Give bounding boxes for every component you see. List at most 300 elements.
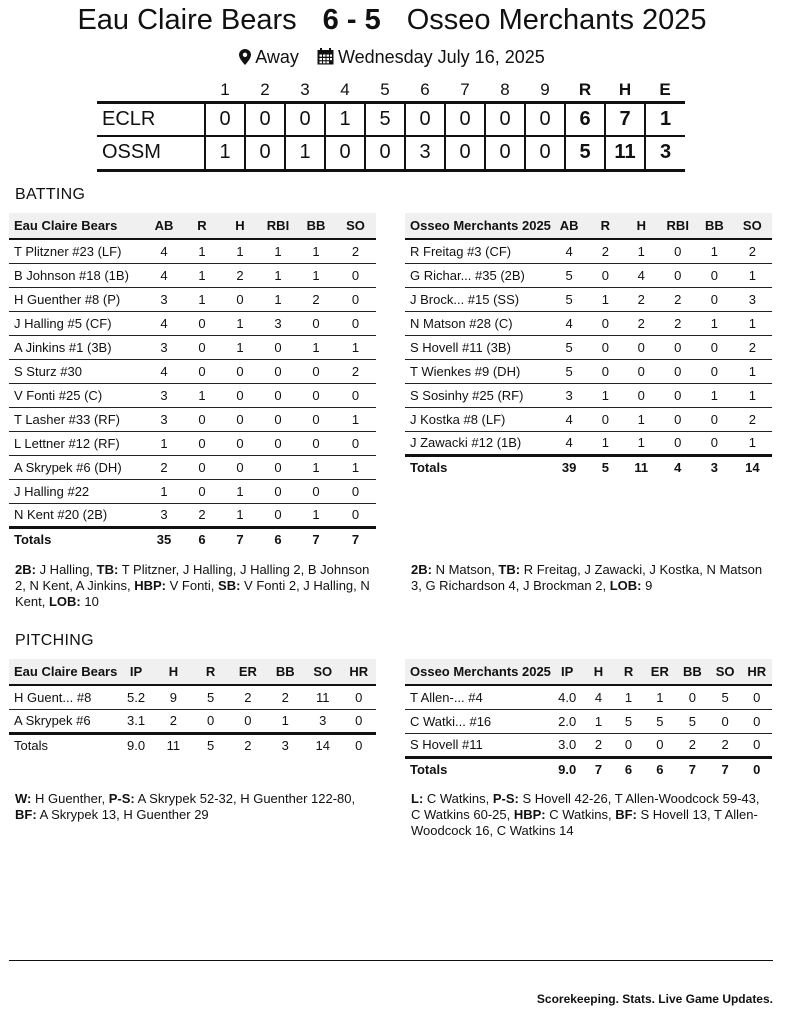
stat-cell: 5 (551, 335, 588, 359)
stat-cell: 3 (304, 709, 341, 733)
team-column-header: Eau Claire Bears (9, 213, 145, 239)
stat-cell: 2 (733, 239, 772, 263)
stat-cell: 3.1 (117, 709, 154, 733)
total-cell: 3 (696, 455, 733, 479)
stat-cell: 2 (676, 733, 709, 757)
inning-score: 0 (445, 136, 485, 170)
player-name: N Matson #28 (C) (405, 311, 551, 335)
stat-cell: 0 (587, 407, 623, 431)
totals-row (9, 527, 376, 551)
total-cell: 4 (659, 455, 696, 479)
stat-cell: 3 (733, 287, 772, 311)
table-row (405, 263, 772, 287)
stat-cell: 1 (297, 455, 335, 479)
stat-cell: 0 (297, 479, 335, 503)
note-label: SB: (218, 578, 241, 593)
table-row (405, 407, 772, 431)
totals-row (9, 733, 376, 757)
stat-cell: 0 (341, 709, 376, 733)
stat-cell: 1 (733, 263, 772, 287)
batting-table-away (9, 213, 376, 551)
stat-cell: 4 (623, 263, 659, 287)
note-label: P-S: (108, 791, 135, 806)
stat-cell: 3 (145, 407, 183, 431)
note-label: LOB: (609, 578, 642, 593)
stat-cell: 2 (297, 287, 335, 311)
note-text: H Guenther, (31, 791, 109, 806)
inning-score: 0 (325, 136, 365, 170)
total-cell: 35 (145, 527, 183, 551)
inning-score: 1 (205, 136, 245, 170)
total-cell: 7 (676, 757, 709, 781)
game-info (0, 47, 784, 70)
stat-cell: 1 (623, 239, 659, 263)
stat-cell: 1 (733, 431, 772, 455)
note-text: S Hovell 13, T Allen-Woodcock 16, C Watkins 14 (411, 807, 758, 838)
column-header: HR (741, 659, 772, 685)
runs-header: R (578, 80, 592, 100)
stat-cell: 0 (221, 407, 259, 431)
stat-cell: 4 (583, 685, 613, 709)
batting-notes-home (411, 562, 763, 594)
total-cell: 7 (221, 527, 259, 551)
stat-cell: 0 (335, 431, 376, 455)
note-label: TB: (96, 562, 119, 577)
stat-cell: 0 (183, 311, 221, 335)
note-text: C Watkins, (423, 791, 493, 806)
note-text: A Skrypek 52-32, H Guenther 122-80, (134, 791, 356, 806)
stat-cell: 4 (145, 311, 183, 335)
stat-cell: 5 (613, 709, 643, 733)
player-name: J Zawacki #12 (1B) (405, 431, 551, 455)
stat-cell: 2 (709, 733, 742, 757)
stat-cell: 0 (741, 709, 772, 733)
stat-cell: 0 (192, 709, 229, 733)
inning-header: 2 (260, 80, 270, 100)
pitching-notes-home (411, 791, 771, 839)
table-row (405, 733, 772, 757)
totals-label: Totals (9, 527, 145, 551)
stat-cell: 1 (297, 263, 335, 287)
total-cell: 7 (583, 757, 613, 781)
totals-row (405, 455, 772, 479)
stat-cell: 3 (145, 335, 183, 359)
footer-tagline: Scorekeeping. Stats. Live Game Updates. (536, 992, 773, 1006)
calendar-icon (317, 48, 334, 70)
total-cell: 6 (183, 527, 221, 551)
table-header-row (9, 213, 376, 239)
note-label: W: (15, 791, 32, 806)
stat-cell: 1 (587, 287, 623, 311)
note-label: P-S: (492, 791, 519, 806)
line-score-row (97, 102, 685, 136)
total-cell: 11 (623, 455, 659, 479)
table-row (9, 383, 376, 407)
line-score-header (97, 80, 685, 102)
column-header: H (623, 213, 659, 239)
column-header: AB (551, 213, 588, 239)
stat-cell: 1 (221, 503, 259, 527)
stat-cell: 0 (259, 383, 297, 407)
player-name: S Hovell #11 (3B) (405, 335, 551, 359)
stat-cell: 0 (696, 407, 733, 431)
pitching-section-title: PITCHING (15, 632, 94, 649)
stat-cell: 0 (335, 287, 376, 311)
stat-cell: 0 (183, 479, 221, 503)
column-header: SO (709, 659, 742, 685)
note-text: 9 (641, 578, 653, 593)
note-label: LOB: (48, 594, 81, 609)
stat-cell: 0 (644, 733, 676, 757)
stat-cell: 0 (623, 359, 659, 383)
stat-cell: 0 (696, 263, 733, 287)
batting-table-home (405, 213, 772, 479)
team-column-header: Osseo Merchants 2025 (405, 213, 551, 239)
player-name: A Jinkins #1 (3B) (9, 335, 145, 359)
stat-cell: 1 (587, 431, 623, 455)
team-column-header: Osseo Merchants 2025 (405, 659, 551, 685)
total-cell: 39 (551, 455, 588, 479)
inning-score: 0 (285, 102, 325, 136)
stat-cell: 5 (676, 709, 709, 733)
column-header: ER (644, 659, 676, 685)
note-label: HBP: (513, 807, 546, 822)
player-name: R Freitag #3 (CF) (405, 239, 551, 263)
stat-cell: 4 (551, 407, 588, 431)
column-header: HR (341, 659, 376, 685)
stat-cell: 3 (145, 503, 183, 527)
player-name: H Guent... #8 (9, 685, 117, 709)
total-cell: 7 (297, 527, 335, 551)
stat-cell: 1 (145, 431, 183, 455)
stat-cell: 0 (183, 455, 221, 479)
stat-cell: 0 (696, 359, 733, 383)
stat-cell: 0 (259, 455, 297, 479)
table-row (9, 263, 376, 287)
pitching-notes-away (15, 791, 365, 823)
stat-cell: 0 (183, 407, 221, 431)
stat-cell: 2 (335, 239, 376, 263)
note-text: A Skrypek 13, H Guenther 29 (36, 807, 209, 822)
stat-cell: 0 (221, 383, 259, 407)
player-name: A Skrypek #6 (9, 709, 117, 733)
stat-cell: 3 (145, 287, 183, 311)
table-row (405, 431, 772, 455)
column-header: H (583, 659, 613, 685)
player-name: T Wienkes #9 (DH) (405, 359, 551, 383)
stat-cell: 0 (587, 263, 623, 287)
game-location: Away (255, 47, 299, 67)
stat-cell: 1 (733, 383, 772, 407)
column-header: BB (297, 213, 335, 239)
stat-cell: 3 (259, 311, 297, 335)
team-abbr: OSSM (97, 136, 205, 170)
inning-score: 0 (445, 102, 485, 136)
game-title (0, 4, 784, 37)
stat-cell: 3.0 (551, 733, 583, 757)
stat-cell: 0 (221, 359, 259, 383)
stat-cell: 9 (155, 685, 192, 709)
table-row (405, 287, 772, 311)
total-runs: 5 (565, 136, 605, 170)
stat-cell: 0 (613, 733, 643, 757)
stat-cell: 0 (341, 685, 376, 709)
stat-cell: 1 (297, 335, 335, 359)
note-text: N Matson, (431, 562, 499, 577)
stat-cell: 2.0 (551, 709, 583, 733)
stat-cell: 1 (335, 455, 376, 479)
total-cell: 14 (304, 733, 341, 757)
note-label: 2B: (411, 562, 432, 577)
table-row (9, 479, 376, 503)
inning-header: 3 (300, 80, 310, 100)
note-label: BF: (15, 807, 37, 822)
column-header: RBI (259, 213, 297, 239)
stat-cell: 1 (221, 479, 259, 503)
column-header: SO (335, 213, 376, 239)
total-cell: 5 (587, 455, 623, 479)
stat-cell: 1 (145, 479, 183, 503)
inning-header: 6 (420, 80, 430, 100)
note-label: TB: (498, 562, 521, 577)
hits-header: H (618, 80, 632, 100)
stat-cell: 1 (696, 239, 733, 263)
stat-cell: 0 (696, 287, 733, 311)
column-header: R (192, 659, 229, 685)
player-name: S Sturz #30 (9, 359, 145, 383)
table-row (405, 685, 772, 709)
stat-cell: 4 (145, 263, 183, 287)
inning-score: 0 (485, 136, 525, 170)
stat-cell: 0 (221, 431, 259, 455)
stat-cell: 0 (335, 479, 376, 503)
column-header: SO (304, 659, 341, 685)
stat-cell: 2 (623, 287, 659, 311)
total-cell: 0 (341, 733, 376, 757)
stat-cell: 3 (145, 383, 183, 407)
stat-cell: 0 (259, 359, 297, 383)
stat-cell: 0 (297, 311, 335, 335)
table-row (9, 407, 376, 431)
stat-cell: 0 (221, 287, 259, 311)
stat-cell: 2 (623, 311, 659, 335)
stat-cell: 2 (583, 733, 613, 757)
stat-cell: 1 (696, 311, 733, 335)
inning-score: 3 (405, 136, 445, 170)
stat-cell: 1 (267, 709, 304, 733)
stat-cell: 0 (259, 479, 297, 503)
stat-cell: 2 (587, 239, 623, 263)
stat-cell: 1 (696, 383, 733, 407)
stat-cell: 0 (709, 709, 742, 733)
note-label: L: (411, 791, 424, 806)
table-row (9, 287, 376, 311)
total-hits: 7 (605, 102, 645, 136)
inning-header: 9 (540, 80, 550, 100)
pitching-table-away (9, 659, 376, 757)
inning-score: 0 (205, 102, 245, 136)
table-header-row (9, 659, 376, 685)
line-score (97, 80, 685, 172)
stat-cell: 0 (335, 503, 376, 527)
inning-score: 0 (525, 136, 565, 170)
inning-header: 5 (380, 80, 390, 100)
stat-cell: 0 (623, 335, 659, 359)
note-text: V Fonti, (166, 578, 219, 593)
table-row (9, 709, 376, 733)
inning-score: 0 (245, 102, 285, 136)
total-cell: 6 (259, 527, 297, 551)
inning-score: 0 (405, 102, 445, 136)
stat-cell: 1 (623, 407, 659, 431)
stat-cell: 2 (229, 685, 266, 709)
column-header: BB (676, 659, 709, 685)
stat-cell: 2 (659, 311, 696, 335)
stat-cell: 0 (229, 709, 266, 733)
team-column-header: Eau Claire Bears (9, 659, 117, 685)
stat-cell: 0 (297, 383, 335, 407)
team-abbr: ECLR (97, 102, 205, 136)
stat-cell: 1 (297, 503, 335, 527)
table-row (405, 359, 772, 383)
note-text: V Fonti 2, J Halling, N Kent, (15, 578, 370, 609)
stat-cell: 0 (183, 359, 221, 383)
table-row (9, 685, 376, 709)
pitching-table-home (405, 659, 772, 781)
total-runs: 6 (565, 102, 605, 136)
table-header-row (405, 213, 772, 239)
total-cell: 2 (229, 733, 266, 757)
note-text: R Freitag, J Zawacki, J Kostka, N Matson 3, G Richardson 4, J Brockman 2, (411, 562, 763, 593)
player-name: L Lettner #12 (RF) (9, 431, 145, 455)
table-row (405, 383, 772, 407)
stat-cell: 2 (267, 685, 304, 709)
total-cell: 6 (644, 757, 676, 781)
stat-cell: 0 (587, 311, 623, 335)
note-label: 2B: (15, 562, 36, 577)
stat-cell: 1 (335, 407, 376, 431)
stat-cell: 0 (659, 239, 696, 263)
table-row (9, 239, 376, 263)
inning-score: 1 (285, 136, 325, 170)
total-cell: 9.0 (551, 757, 583, 781)
player-name: J Brock... #15 (SS) (405, 287, 551, 311)
stat-cell: 0 (659, 263, 696, 287)
inning-header: 1 (220, 80, 230, 100)
stat-cell: 4 (551, 431, 588, 455)
stat-cell: 0 (335, 383, 376, 407)
stat-cell: 0 (587, 359, 623, 383)
stat-cell: 0 (659, 383, 696, 407)
stat-cell: 2 (145, 455, 183, 479)
column-header: IP (117, 659, 154, 685)
stat-cell: 5 (709, 685, 742, 709)
stat-cell: 5 (644, 709, 676, 733)
total-cell: 7 (335, 527, 376, 551)
table-row (9, 431, 376, 455)
inning-score: 0 (365, 136, 405, 170)
player-name: J Halling #5 (CF) (9, 311, 145, 335)
stat-cell: 1 (733, 311, 772, 335)
stat-cell: 4 (145, 239, 183, 263)
stat-cell: 4 (551, 239, 588, 263)
stat-cell: 0 (696, 335, 733, 359)
column-header: AB (145, 213, 183, 239)
stat-cell: 0 (297, 431, 335, 455)
column-header: R (183, 213, 221, 239)
table-row (9, 311, 376, 335)
stat-cell: 1 (297, 239, 335, 263)
stat-cell: 2 (335, 359, 376, 383)
stat-cell: 0 (659, 431, 696, 455)
stat-cell: 0 (623, 383, 659, 407)
note-label: HBP: (134, 578, 167, 593)
stat-cell: 5 (551, 263, 588, 287)
inning-score: 0 (245, 136, 285, 170)
note-text: J Halling, (35, 562, 97, 577)
stat-cell: 0 (297, 407, 335, 431)
stat-cell: 1 (183, 263, 221, 287)
stat-cell: 5.2 (117, 685, 154, 709)
note-label: BF: (615, 807, 637, 822)
stat-cell: 0 (676, 685, 709, 709)
player-name: N Kent #20 (2B) (9, 503, 145, 527)
player-name: A Skrypek #6 (DH) (9, 455, 145, 479)
stat-cell: 0 (659, 335, 696, 359)
totals-label: Totals (405, 757, 551, 781)
player-name: B Johnson #18 (1B) (9, 263, 145, 287)
total-cell: 5 (192, 733, 229, 757)
totals-row (405, 757, 772, 781)
column-header: H (221, 213, 259, 239)
table-row (9, 455, 376, 479)
player-name: G Richar... #35 (2B) (405, 263, 551, 287)
note-text: C Watkins, (545, 807, 616, 822)
stat-cell: 0 (696, 431, 733, 455)
player-name: H Guenther #8 (P) (9, 287, 145, 311)
stat-cell: 2 (733, 335, 772, 359)
map-pin-icon (239, 49, 251, 70)
stat-cell: 1 (644, 685, 676, 709)
batting-section-title: BATTING (15, 186, 86, 203)
stat-cell: 0 (221, 455, 259, 479)
column-header: R (613, 659, 643, 685)
stat-cell: 2 (659, 287, 696, 311)
player-name: J Kostka #8 (LF) (405, 407, 551, 431)
stat-cell: 2 (155, 709, 192, 733)
total-cell: 7 (709, 757, 742, 781)
totals-label: Totals (9, 733, 117, 757)
stat-cell: 0 (259, 503, 297, 527)
column-header: SO (733, 213, 772, 239)
column-header: BB (696, 213, 733, 239)
column-header: R (587, 213, 623, 239)
inning-score: 5 (365, 102, 405, 136)
player-name: J Halling #22 (9, 479, 145, 503)
stat-cell: 1 (259, 263, 297, 287)
stat-cell: 0 (183, 431, 221, 455)
stat-cell: 2 (183, 503, 221, 527)
stat-cell: 0 (297, 359, 335, 383)
stat-cell: 1 (587, 383, 623, 407)
stat-cell: 1 (221, 335, 259, 359)
inning-header: 8 (500, 80, 510, 100)
totals-label: Totals (405, 455, 551, 479)
errors-header: E (659, 80, 671, 100)
table-row (9, 503, 376, 527)
final-score: 6 - 5 (322, 4, 381, 36)
stat-cell: 5 (551, 359, 588, 383)
